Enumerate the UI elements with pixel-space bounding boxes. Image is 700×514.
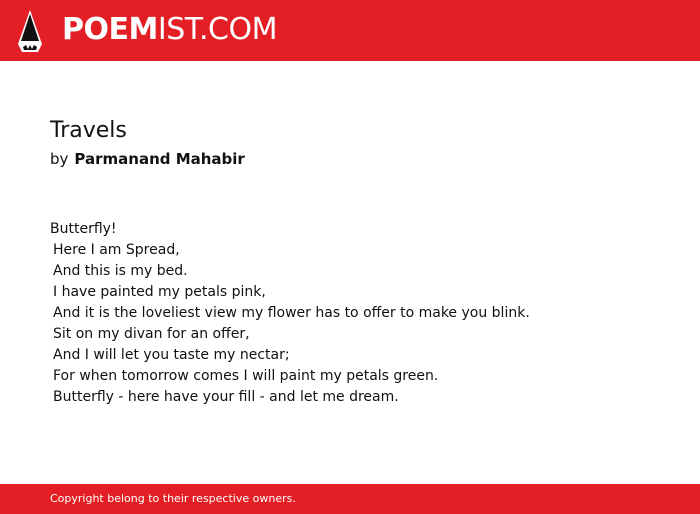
poem-byline	[50, 150, 245, 168]
site-header	[0, 0, 700, 61]
poem-line: Butterfly!	[50, 221, 117, 237]
poem-line: And this is my bed.	[53, 263, 188, 279]
pencil-icon[interactable]	[18, 10, 42, 52]
brand-bold: POEM	[62, 12, 158, 47]
copyright-text: Copyright belong to their respective owners.	[50, 492, 296, 505]
author-name[interactable]: Parmanand Mahabir	[74, 150, 245, 168]
poem-line: I have painted my petals pink,	[53, 284, 266, 300]
poem-line: And I will let you taste my nectar;	[53, 347, 290, 363]
site-logo-text[interactable]	[62, 12, 277, 48]
poem-line: For when tomorrow comes I will paint my petals green.	[53, 368, 439, 384]
poem-line: And it is the loveliest view my flower has to offer to make you blink.	[53, 305, 530, 321]
poem-line: Sit on my divan for an offer,	[53, 326, 250, 342]
poem-title: Travels	[50, 118, 127, 143]
poem-line: Butterfly - here have your fill - and let me dream.	[53, 389, 399, 405]
by-label: by	[50, 150, 69, 168]
poem-body	[50, 219, 530, 408]
brand-light: IST.COM	[157, 12, 277, 47]
site-footer	[0, 484, 700, 514]
poem-line: Here I am Spread,	[53, 242, 180, 258]
